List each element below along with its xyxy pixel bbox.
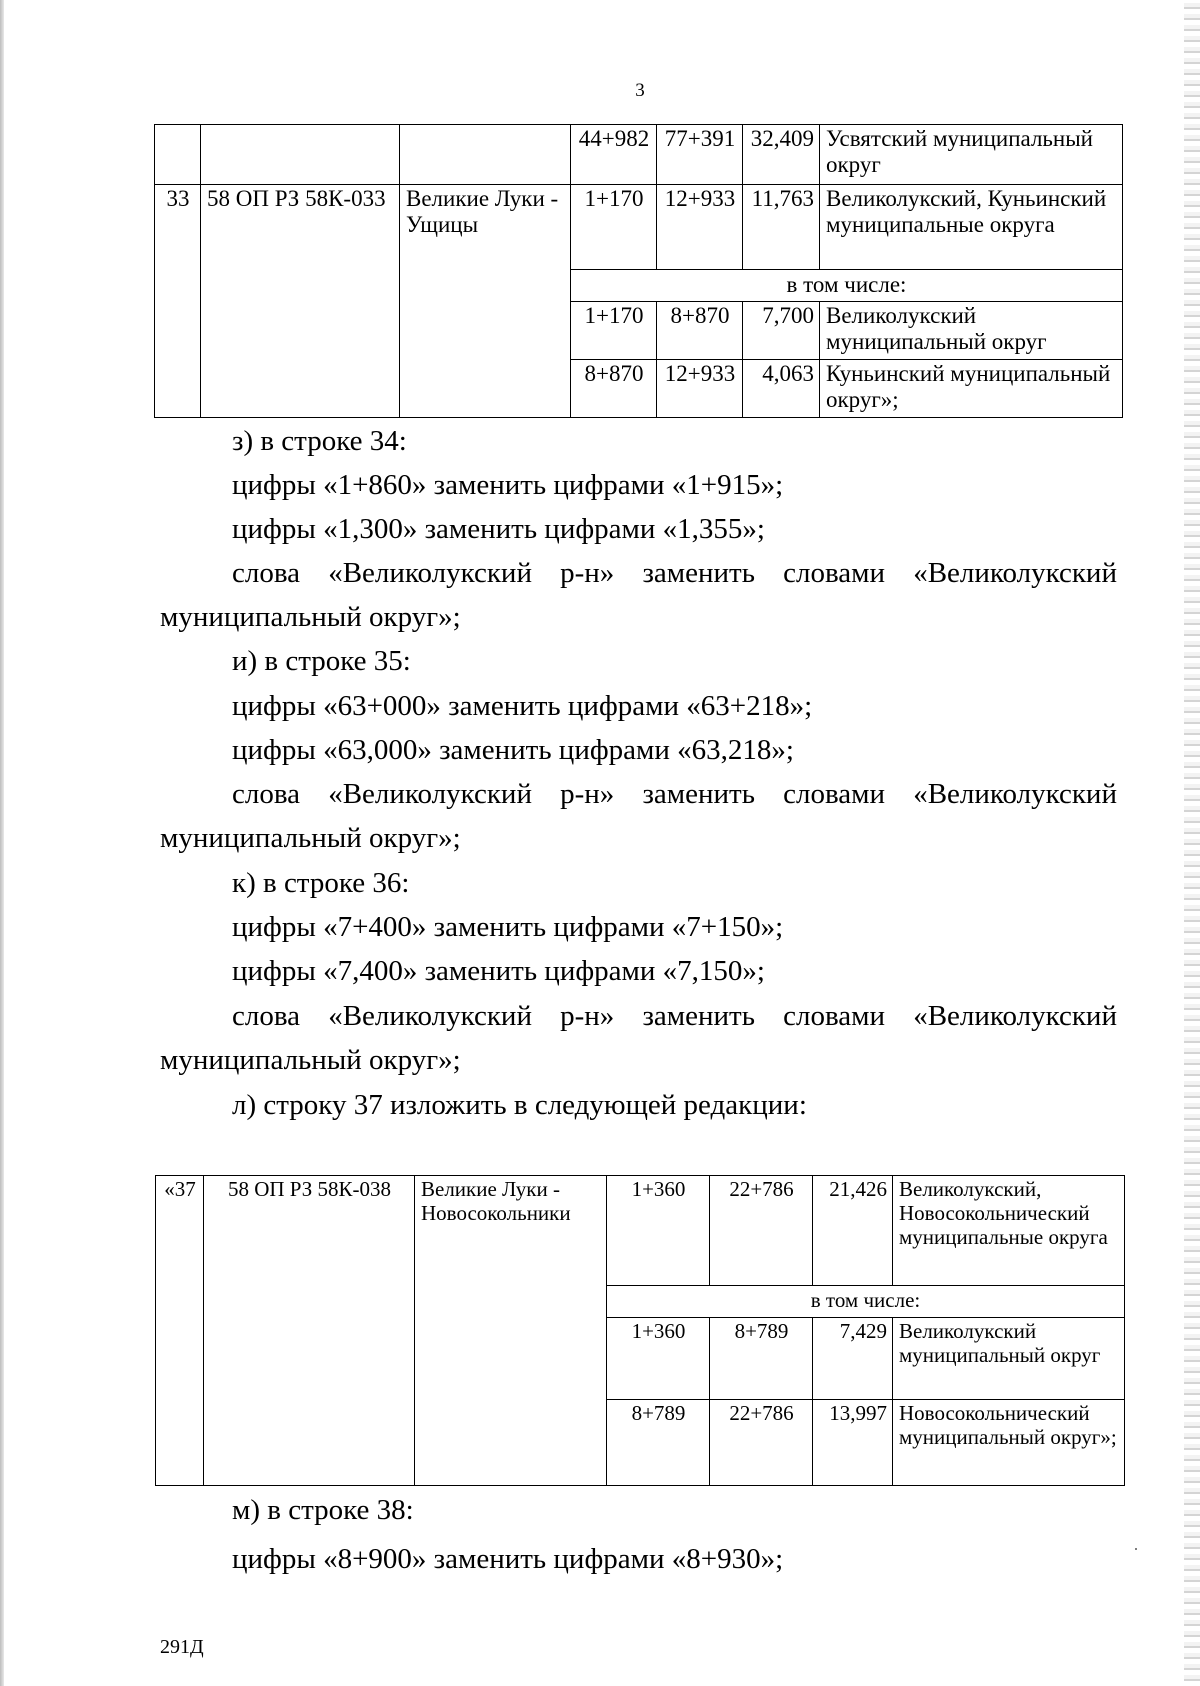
cell-district: Великолукский муниципальный округ — [893, 1318, 1125, 1400]
word: заменить — [642, 557, 755, 589]
cell-start: 1+170 — [571, 185, 657, 270]
cell-start: 1+170 — [571, 302, 657, 360]
word: «Великолукский — [913, 1000, 1117, 1032]
cell-num — [155, 125, 201, 185]
cell-end: 12+933 — [657, 185, 743, 270]
cell-length: 32,409 — [743, 125, 820, 185]
cell-name: Великие Луки - Ущицы — [400, 185, 571, 418]
cell-code: 58 ОП РЗ 58К-038 — [204, 1176, 415, 1486]
roads-table-top — [154, 124, 1123, 418]
cell-including-note: в том числе: — [571, 270, 1123, 302]
scan-edge-right — [1184, 0, 1200, 1686]
paragraph-text: цифры «7,400» заменить цифрами «7,150»; — [232, 955, 765, 987]
cell-district: Усвятский муниципальный округ — [820, 125, 1123, 185]
paragraph-continuation: муниципальный округ»; — [160, 1044, 461, 1076]
word: заменить — [642, 1000, 755, 1032]
cell-start: 8+870 — [571, 360, 657, 418]
cell-start: 44+982 — [571, 125, 657, 185]
paragraph-text: цифры «8+900» заменить цифрами «8+930»; — [232, 1543, 784, 1575]
cell-code — [201, 125, 400, 185]
page-number: 3 — [635, 80, 645, 101]
paragraph-text: цифры «63,000» заменить цифрами «63,218»; — [232, 734, 794, 766]
cell-end: 8+789 — [710, 1318, 813, 1400]
paragraph-text: цифры «63+000» заменить цифрами «63+218»; — [232, 690, 813, 722]
word: р-н» — [560, 1000, 615, 1032]
paragraph-justified-line — [232, 998, 1117, 1034]
cell-end: 77+391 — [657, 125, 743, 185]
cell-name — [400, 125, 571, 185]
paragraph-item-m: м) в строке 38: — [232, 1494, 414, 1526]
word: «Великолукский — [913, 557, 1117, 589]
word: заменить — [642, 778, 755, 810]
cell-end: 22+786 — [710, 1400, 813, 1486]
paragraph-item-l: л) строку 37 изложить в следующей редакции: — [232, 1089, 807, 1121]
word: «Великолукский — [328, 778, 532, 810]
cell-start: 1+360 — [607, 1176, 710, 1286]
cell-length: 21,426 — [813, 1176, 893, 1286]
document-code: 291Д — [160, 1636, 204, 1658]
table-row — [155, 185, 1123, 270]
cell-name: Великие Луки - Новосокольники — [415, 1176, 607, 1486]
word: р-н» — [560, 557, 615, 589]
word: словами — [783, 778, 886, 810]
cell-district: Великолукский, Новосокольнический муниципальные округа — [893, 1176, 1125, 1286]
paragraph-text: цифры «7+400» заменить цифрами «7+150»; — [232, 911, 784, 943]
paragraph-justified-line — [232, 776, 1117, 812]
paragraph-text: цифры «1+860» заменить цифрами «1+915»; — [232, 469, 784, 501]
word: словами — [783, 557, 886, 589]
cell-including-note: в том числе: — [607, 1286, 1125, 1318]
word: «Великолукский — [913, 778, 1117, 810]
cell-length: 7,700 — [743, 302, 820, 360]
paragraph-item-z: з) в строке 34: — [232, 425, 407, 457]
cell-length: 13,997 — [813, 1400, 893, 1486]
word: р-н» — [560, 778, 615, 810]
cell-end: 22+786 — [710, 1176, 813, 1286]
cell-district: Великолукский, Куньинский муниципальные округа — [820, 185, 1123, 270]
cell-district: Великолукский муниципальный округ — [820, 302, 1123, 360]
table-row — [156, 1176, 1125, 1286]
cell-district: Новосокольнический муниципальный округ»; — [893, 1400, 1125, 1486]
paragraph-item-k: к) в строке 36: — [232, 867, 410, 899]
paragraph-continuation: муниципальный округ»; — [160, 822, 461, 854]
paragraph-text: цифры «1,300» заменить цифрами «1,355»; — [232, 513, 765, 545]
cell-start: 8+789 — [607, 1400, 710, 1486]
cell-length: 11,763 — [743, 185, 820, 270]
cell-start: 1+360 — [607, 1318, 710, 1400]
word: слова — [232, 778, 301, 810]
word: «Великолукский — [328, 1000, 532, 1032]
scan-speck — [1135, 1548, 1137, 1550]
cell-district: Куньинский муниципальный округ»; — [820, 360, 1123, 418]
word: слова — [232, 1000, 301, 1032]
cell-num: «37 — [156, 1176, 204, 1486]
cell-end: 12+933 — [657, 360, 743, 418]
cell-num: 33 — [155, 185, 201, 418]
paragraph-item-i: и) в строке 35: — [232, 645, 411, 677]
roads-table-bottom — [155, 1175, 1125, 1486]
word: «Великолукский — [328, 557, 532, 589]
paragraph-continuation: муниципальный округ»; — [160, 601, 461, 633]
cell-length: 7,429 — [813, 1318, 893, 1400]
scan-edge-left — [0, 0, 4, 1686]
paragraph-justified-line — [232, 555, 1117, 591]
cell-length: 4,063 — [743, 360, 820, 418]
word: слова — [232, 557, 301, 589]
cell-code: 58 ОП РЗ 58К-033 — [201, 185, 400, 418]
table-row — [155, 125, 1123, 185]
cell-end: 8+870 — [657, 302, 743, 360]
word: словами — [783, 1000, 886, 1032]
